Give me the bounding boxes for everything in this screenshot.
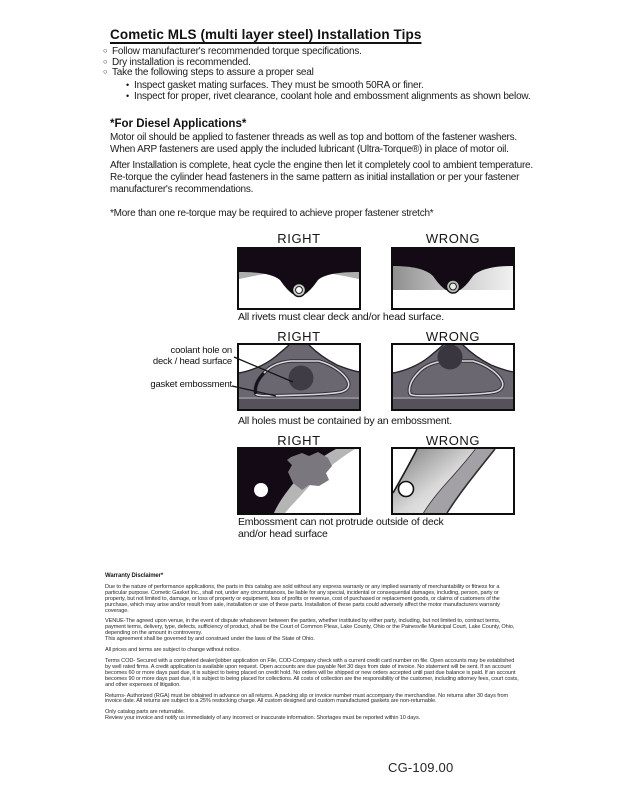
legal-paragraph: VENUE-The agreed upon venue, in the event of dispute whatsoever between the parties, whether instituted by either party, including, but not limited to, contract terms, payment terms, delivery, type, defects, sufficiency of product, shall be the Court of Common Pleas, Lake County, Ohio or the Painesville Municipal Court, Lake County, Ohio, depending on the amount in controversy. — [105, 618, 515, 637]
diesel-section-heading: *For Diesel Applications* — [110, 118, 247, 130]
legal-paragraph: All prices and terms are subject to change without notice. — [105, 647, 241, 654]
bullet-text: Take the following steps to assure a proper seal — [112, 67, 314, 78]
rivet-clearance-right-diagram — [237, 247, 361, 310]
row1-caption: All rivets must clear deck and/or head surface. — [238, 311, 444, 323]
page-title: Cometic MLS (multi layer steel) Installation Tips — [110, 27, 422, 42]
gasket-embossment-annotation: gasket embossment — [150, 379, 232, 390]
wrong-label: WRONG — [425, 433, 481, 448]
embossment-protrusion-right-diagram — [237, 447, 361, 515]
wrong-label: WRONG — [425, 231, 481, 246]
bullet-item — [103, 67, 543, 78]
legal-paragraph: Review your invoice and notify us immediately of any incorrect or inaccurate information. Shortages must be reported within 10 days. — [105, 715, 421, 722]
page-number: CG-109.00 — [388, 760, 454, 775]
coolant-hole-annotation: coolant hole on deck / head surface — [152, 345, 232, 367]
legal-paragraph: Terms COD- Secured with a completed dealer/jobber application on File, COD-Company check with a current credit card number on file. Open accounts may be established by well rated firms. A credit application is available upon request. Open accounts are due payable Net 30 days from date of invoice. No statement will be sent. If an account becomes 60 or more days past due, it is subject to being placed on credit hold. No orders will be shipped or new orders accepted until past due balance is paid. If an account becomes 90 or more days past due, it is subject to being placed for collections. All costs of collection are the responsibility of the customer, including attorney fees, court costs, and other expenses of litigation. — [105, 657, 519, 688]
legal-paragraph: Due to the nature of performance applications, the parts in this catalog are sold without any express warranty or any implied warranty of merchantability or fitness for a particular purpose. Cometic Gasket Inc., shall not, under any circumstances, be liable for any special, incidental or consequential damages, including, person, party or property, but not limited to, damage, or loss of property or equipment, loss of profits or revenue, cost of purchased or replacement goods, or claims of customers of the purchase, which may arise and/or result from sale, installation or use of these parts. Installation of these parts could adversely affect the motor manufacturers warranty coverage. — [105, 583, 500, 614]
dot-bullet-icon: • — [126, 90, 129, 101]
sub-bullet-item — [126, 91, 546, 102]
bullet-text: Dry installation is recommended. — [112, 56, 251, 68]
bullet-text: Follow manufacturer's recommended torque specifications. — [112, 46, 362, 57]
row2-caption: All holes must be contained by an embossment. — [238, 415, 452, 427]
diesel-paragraph: Motor oil should be applied to fastener threads as well as top and bottom of the fastener washers. When ARP fasteners are used apply the included lubricant (Ultra-Torque®) in place of motor oil. — [110, 132, 517, 155]
circle-bullet-icon: ○ — [103, 56, 108, 66]
bullet-text: Inspect gasket mating surfaces. They must be smooth 50RA or finer. — [134, 80, 424, 91]
legal-disclaimer-block — [105, 574, 519, 722]
dot-bullet-icon: • — [126, 80, 129, 90]
row3-caption: Embossment can not protrude outside of deck and/or head surface — [238, 516, 444, 540]
legal-paragraph: This agreement shall be governed by and construed under the laws of the State of Ohio. — [105, 636, 315, 643]
legal-paragraph: Returns- Authorized (RGA) must be obtained in advance on all returns. A packing slip or invoice number must accompany the merchandise. No returns after 30 days from invoice date. All returns are subject to a 25% restocking charge. All custom designed and custom manufactured gaskets are non-returnable. — [105, 692, 509, 705]
embossment-containment-right-diagram — [237, 343, 361, 411]
diesel-paragraph: *More than one re-torque may be required to achieve proper fastener stretch* — [110, 208, 434, 219]
right-label: RIGHT — [277, 433, 321, 448]
wrong-label: WRONG — [425, 329, 481, 344]
embossment-containment-wrong-diagram — [391, 343, 515, 411]
circle-bullet-icon: ○ — [103, 46, 108, 55]
rivet-clearance-wrong-diagram — [391, 247, 515, 310]
diesel-paragraph: After Installation is complete, heat cycle the engine then let it completely cool to ambient temperature. Re-torque the cylinder head fasteners in the same pattern as initial installation or per your fastener manufacturer's recommendations. — [110, 160, 533, 195]
warranty-disclaimer-heading: Warranty Disclaimer* — [105, 573, 164, 579]
right-label: RIGHT — [277, 329, 321, 344]
bullet-item — [103, 57, 543, 68]
bullet-text: Inspect for proper, rivet clearance, coolant hole and embossment alignments as shown below. — [134, 90, 531, 102]
right-label: RIGHT — [277, 231, 321, 246]
sub-bullet-item — [126, 80, 546, 91]
bullet-item — [103, 46, 543, 57]
legal-paragraph: Only catalog parts are returnable. — [105, 709, 185, 716]
embossment-protrusion-wrong-diagram — [391, 447, 515, 515]
circle-bullet-icon: ○ — [103, 67, 108, 76]
